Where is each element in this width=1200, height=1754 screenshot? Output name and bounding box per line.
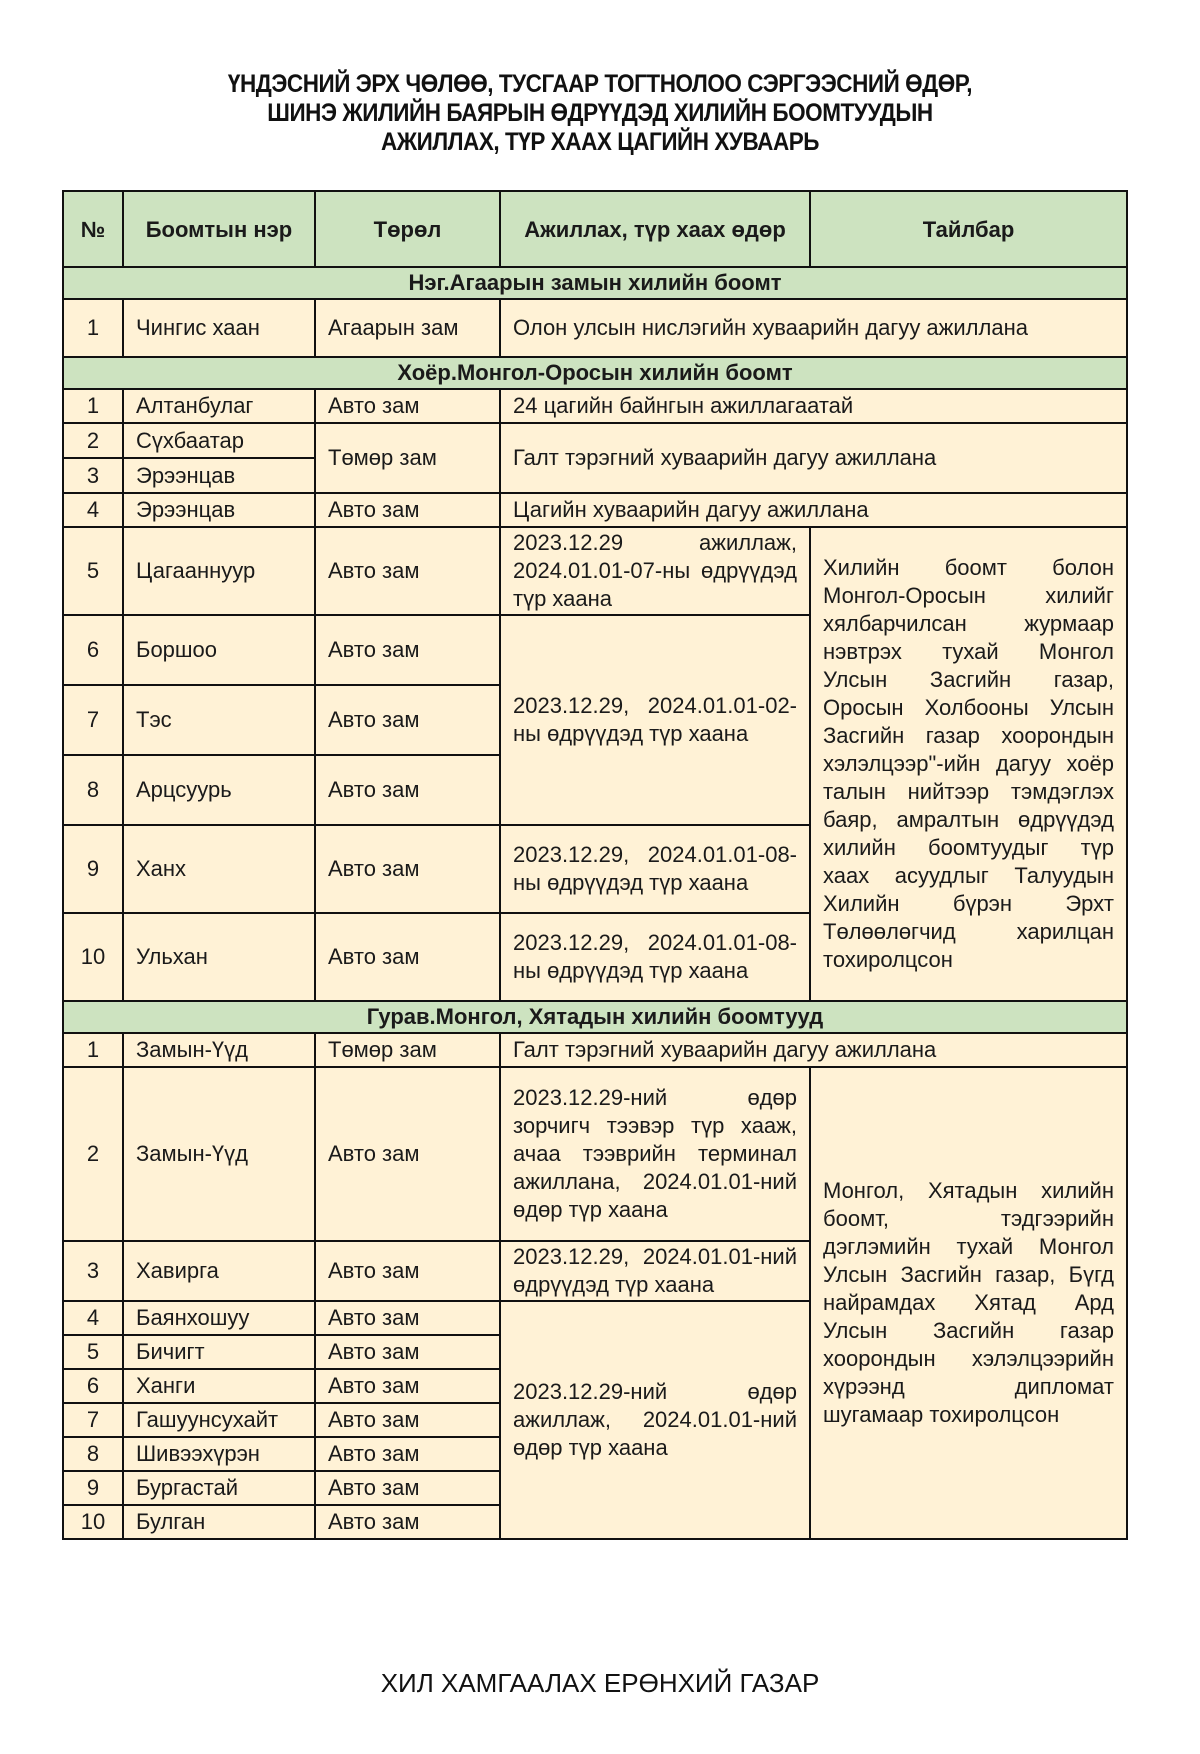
row-name: Гашуунсухайт <box>123 1403 315 1437</box>
row-type: Төмөр зам <box>315 1033 500 1067</box>
row-num: 10 <box>63 1505 123 1539</box>
row-num: 9 <box>63 1471 123 1505</box>
section-row <box>63 357 1127 389</box>
row-type: Авто зам <box>315 755 500 825</box>
table-row <box>63 493 1127 527</box>
row-num: 4 <box>63 1301 123 1335</box>
title-line-1: ҮНДЭСНИЙ ЭРХ ЧӨЛӨӨ, ТУСГААР ТОГТНОЛОО СЭРГЭЭСНИЙ ӨДӨР, <box>227 70 973 98</box>
row-type: Авто зам <box>315 615 500 685</box>
row-num: 1 <box>63 389 123 423</box>
section-title-air: Нэг.Агаарын замын хилийн боомт <box>63 267 1127 299</box>
header-name: Боомтын нэр <box>123 191 315 267</box>
title-line-2: ШИНЭ ЖИЛИЙН БАЯРЫН ӨДРҮҮДЭД ХИЛИЙН БООМТУУДЫН <box>267 99 933 127</box>
row-schedule: 2023.12.29 ажиллаж, 2024.01.01-07-ны өдрүүдэд түр хаана <box>500 527 810 615</box>
row-schedule: 2023.12.29, 2024.01.01-08-ны өдрүүдэд түр хаана <box>500 913 810 1001</box>
row-schedule: Галт тэрэгний хуваарийн дагуу ажиллана <box>500 423 1127 493</box>
row-num: 8 <box>63 755 123 825</box>
section-row <box>63 1001 1127 1033</box>
header-num: № <box>63 191 123 267</box>
row-schedule: 2023.12.29, 2024.01.01-08-ны өдрүүдэд түр хаана <box>500 825 810 913</box>
row-type: Авто зам <box>315 1505 500 1539</box>
schedule-table <box>62 190 1128 1540</box>
row-name: Боршоо <box>123 615 315 685</box>
row-name: Тэс <box>123 685 315 755</box>
row-num: 8 <box>63 1437 123 1471</box>
row-name: Хавирга <box>123 1241 315 1301</box>
row-name: Бургастай <box>123 1471 315 1505</box>
section-title-china: Гурав.Монгол, Хятадын хилийн боомтууд <box>63 1001 1127 1033</box>
row-schedule: Олон улсын нислэгийн хуваарийн дагуу ажиллана <box>500 299 1127 357</box>
row-name: Эрээнцав <box>123 493 315 527</box>
row-num: 6 <box>63 615 123 685</box>
table-row <box>63 299 1127 357</box>
row-name: Эрээнцав <box>123 458 315 493</box>
header-row <box>63 191 1127 267</box>
row-name: Алтанбулаг <box>123 389 315 423</box>
russia-note: Хилийн боомт болон Монгол-Оросын хилийг хялбарчилсан журмаар нэвтрэх тухай Монгол Улсын Засгийн газар, Оросын Холбооны Улсын Засгийн газар хоорондын хэлэлцээр"-ийн дагуу хоёр талын нийтээр тэмдэглэх баяр, амралтын өдрүүдэд хилийн боомтуудыг түр хаах асуудлыг Талуудын Хилийн бүрэн Эрхт Төлөөлөгчид харилцан тохиролцсон <box>810 527 1127 1001</box>
row-num: 9 <box>63 825 123 913</box>
row-name: Чингис хаан <box>123 299 315 357</box>
row-type: Авто зам <box>315 1437 500 1471</box>
row-schedule: 2023.12.29-ний өдөр ажиллаж, 2024.01.01-ний өдөр түр хаана <box>500 1301 810 1539</box>
row-schedule: 24 цагийн байнгын ажиллагаатай <box>500 389 1127 423</box>
row-type: Авто зам <box>315 1403 500 1437</box>
row-type: Төмөр зам <box>315 423 500 493</box>
row-name: Ханх <box>123 825 315 913</box>
row-name: Замын-Үүд <box>123 1067 315 1241</box>
row-num: 7 <box>63 1403 123 1437</box>
row-num: 10 <box>63 913 123 1001</box>
row-schedule: 2023.12.29, 2024.01.01-02-ны өдрүүдэд түр хаана <box>500 615 810 825</box>
row-num: 4 <box>63 493 123 527</box>
row-type: Авто зам <box>315 825 500 913</box>
issuer-footer: ХИЛ ХАМГААЛАХ ЕРӨНХИЙ ГАЗАР <box>380 1668 820 1698</box>
row-name: Шивээхүрэн <box>123 1437 315 1471</box>
row-name: Сүхбаатар <box>123 423 315 458</box>
table-row <box>63 1033 1127 1067</box>
header-type: Төрөл <box>315 191 500 267</box>
section-title-russia: Хоёр.Монгол-Оросын хилийн боомт <box>63 357 1127 389</box>
row-type: Авто зам <box>315 913 500 1001</box>
row-num: 3 <box>63 1241 123 1301</box>
row-type: Авто зам <box>315 1241 500 1301</box>
section-row <box>63 267 1127 299</box>
table-row <box>63 1067 1127 1241</box>
row-type: Авто зам <box>315 527 500 615</box>
row-name: Арцсуурь <box>123 755 315 825</box>
row-type: Авто зам <box>315 1301 500 1335</box>
table-row <box>63 527 1127 615</box>
row-num: 5 <box>63 1335 123 1369</box>
row-num: 1 <box>63 1033 123 1067</box>
row-type: Агаарын зам <box>315 299 500 357</box>
row-schedule: 2023.12.29-ний өдөр зорчигч тээвэр түр хааж, ачаа тээврийн терминал ажиллана, 2024.01.01-ний өдөр түр хаана <box>500 1067 810 1241</box>
row-name: Булган <box>123 1505 315 1539</box>
row-name: Ульхан <box>123 913 315 1001</box>
row-num: 5 <box>63 527 123 615</box>
row-type: Авто зам <box>315 1335 500 1369</box>
row-num: 6 <box>63 1369 123 1403</box>
row-num: 3 <box>63 458 123 493</box>
row-name: Замын-Үүд <box>123 1033 315 1067</box>
table-row <box>63 423 1127 458</box>
row-num: 1 <box>63 299 123 357</box>
row-name: Ханги <box>123 1369 315 1403</box>
row-type: Авто зам <box>315 389 500 423</box>
row-schedule: Галт тэрэгний хуваарийн дагуу ажиллана <box>500 1033 1127 1067</box>
row-type: Авто зам <box>315 493 500 527</box>
row-type: Авто зам <box>315 1471 500 1505</box>
document-title <box>60 70 1140 157</box>
row-schedule: 2023.12.29, 2024.01.01-ний өдрүүдэд түр хаана <box>500 1241 810 1301</box>
row-name: Цагааннуур <box>123 527 315 615</box>
row-schedule: Цагийн хуваарийн дагуу ажиллана <box>500 493 1127 527</box>
row-type: Авто зам <box>315 1067 500 1241</box>
title-line-3: АЖИЛЛАХ, ТҮР ХААХ ЦАГИЙН ХУВААРЬ <box>380 128 820 156</box>
row-type: Авто зам <box>315 1369 500 1403</box>
row-name: Баянхошуу <box>123 1301 315 1335</box>
row-type: Авто зам <box>315 685 500 755</box>
row-num: 2 <box>63 1067 123 1241</box>
header-schedule: Ажиллах, түр хаах өдөр <box>500 191 810 267</box>
table-row <box>63 389 1127 423</box>
row-num: 2 <box>63 423 123 458</box>
row-num: 7 <box>63 685 123 755</box>
row-name: Бичигт <box>123 1335 315 1369</box>
china-note: Монгол, Хятадын хилийн боомт, тэдгээрийн дэглэмийн тухай Монгол Улсын Засгийн газар, Бүгд найрамдах Хятад Ард Улсын Засгийн газар хоорондын хэлэлцээрийн хүрээнд дипломат шугамаар тохиролцсон <box>810 1067 1127 1539</box>
header-note: Тайлбар <box>810 191 1127 267</box>
